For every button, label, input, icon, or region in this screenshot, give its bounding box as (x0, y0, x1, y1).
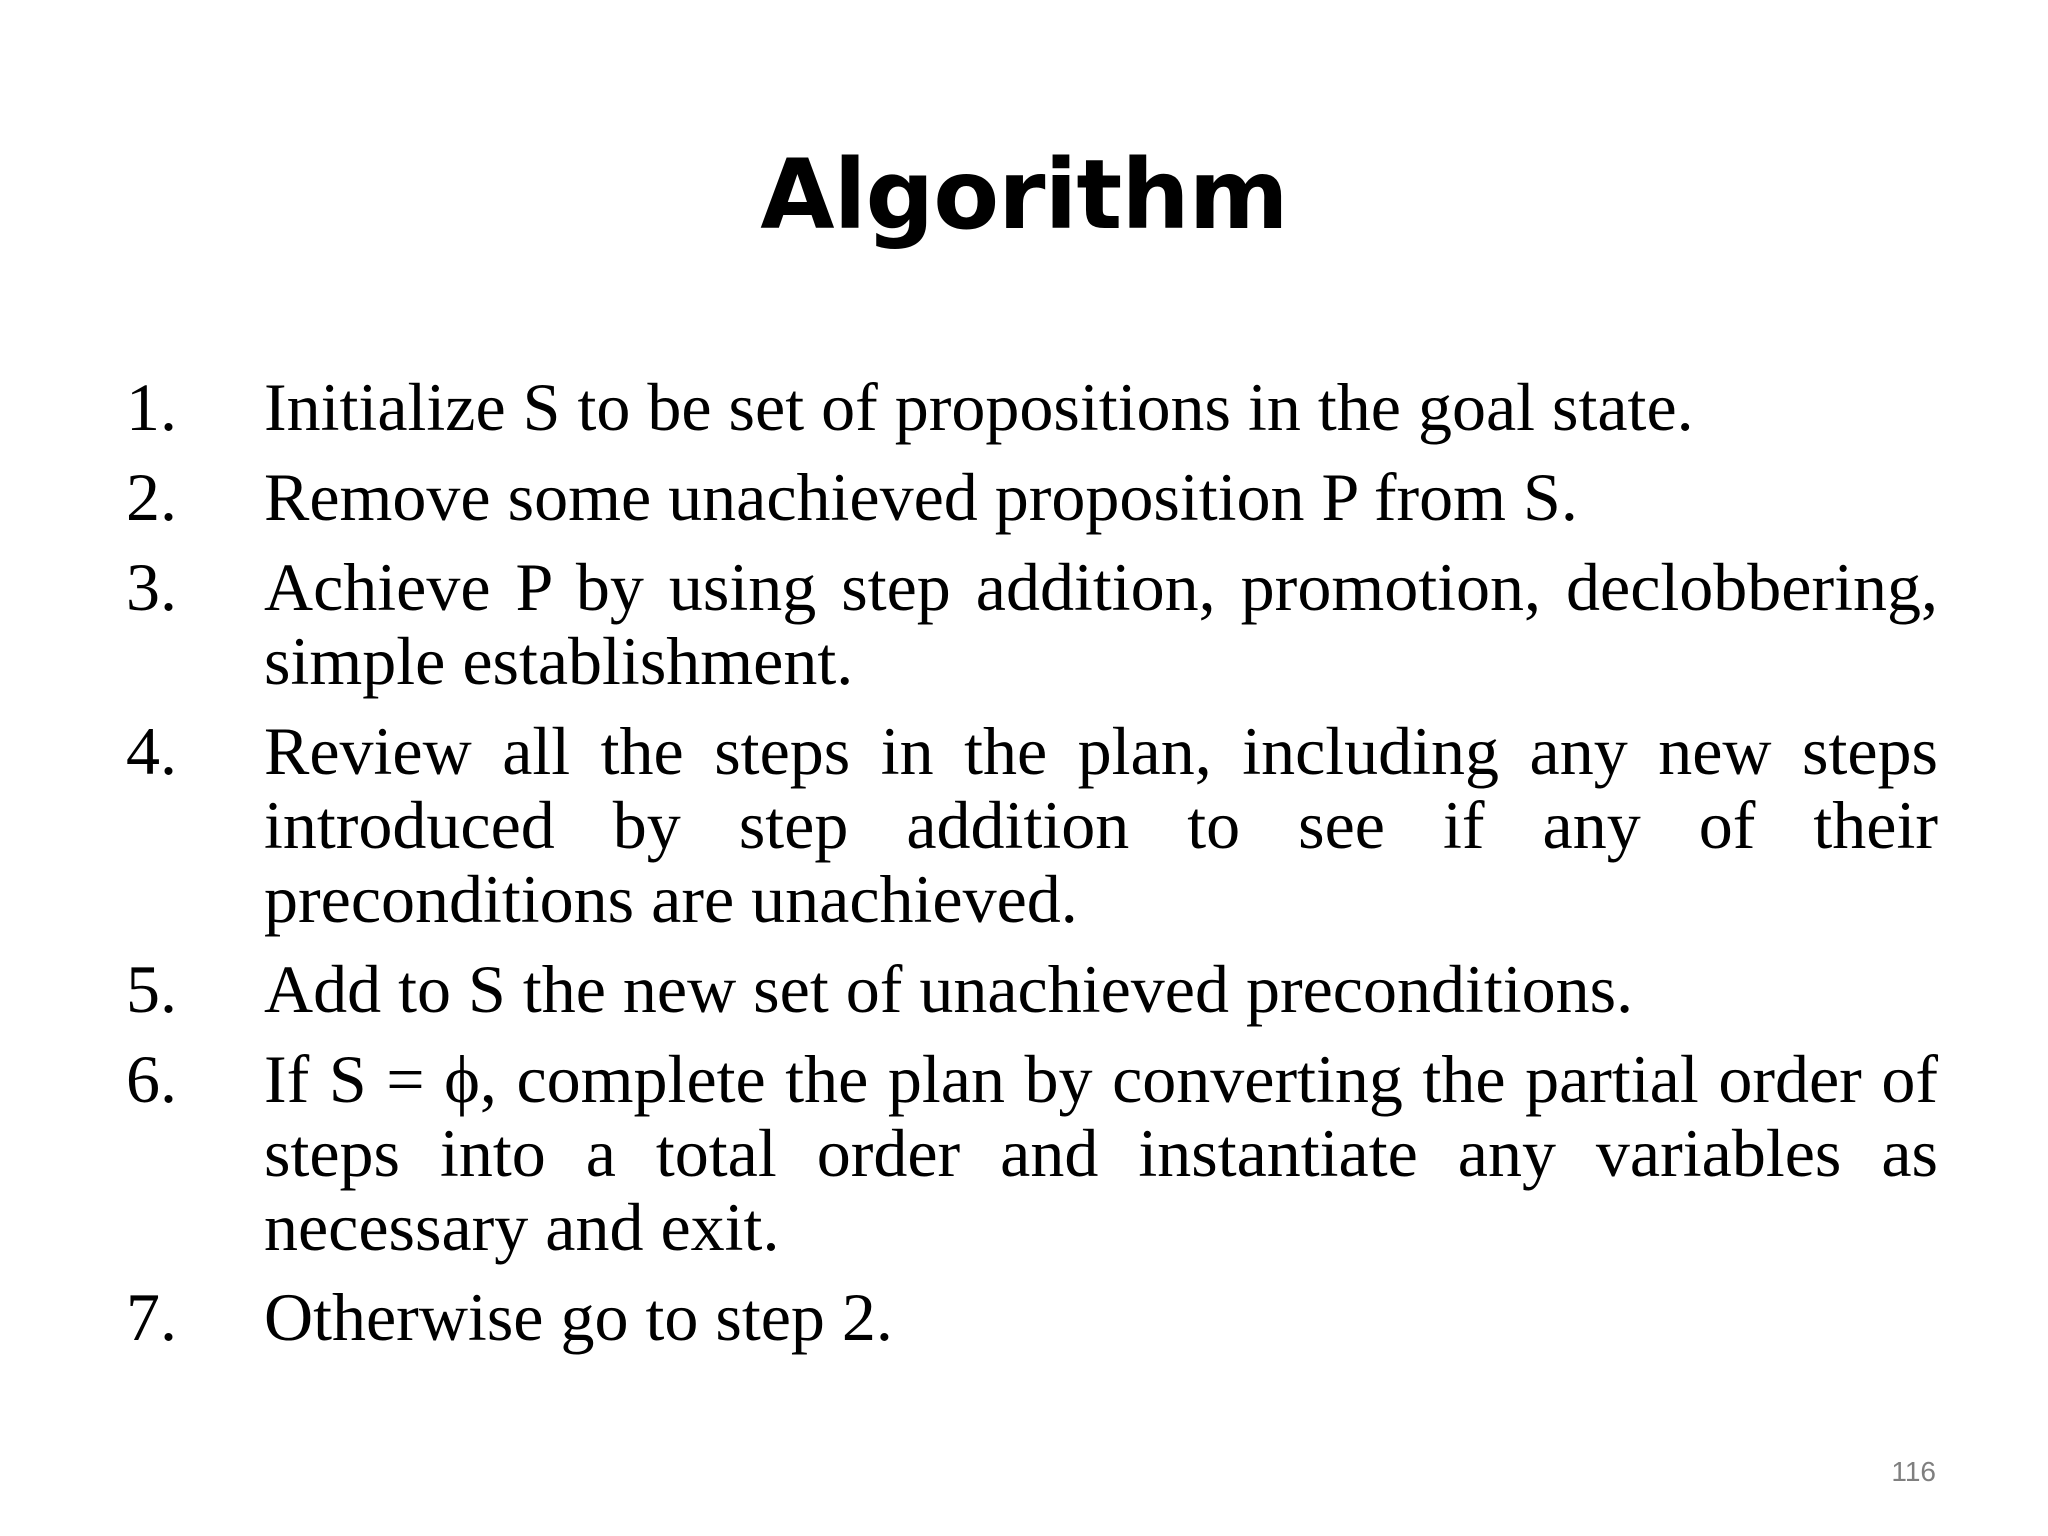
step-number: 3. (126, 549, 177, 625)
step-number: 4. (126, 713, 177, 789)
list-item-step-6 (126, 1042, 1938, 1264)
list-item-step-4 (126, 714, 1938, 936)
slide-title: Algorithm (760, 139, 1288, 251)
list-item-step-5 (126, 952, 1938, 1026)
step-number: 6. (126, 1041, 177, 1117)
step-text: Review all the steps in the plan, including any new steps introduced by step addition to see if any of their preconditions are unachieved. (264, 713, 1938, 937)
list-item-step-7 (126, 1280, 1938, 1354)
step-text: Initialize S to be set of propositions in the goal state. (264, 369, 1694, 445)
step-number: 5. (126, 951, 177, 1027)
list-item-step-1 (126, 370, 1938, 444)
step-text: Achieve P by using step addition, promotion, declobbering, simple establishment. (264, 549, 1938, 699)
step-text: Remove some unachieved proposition P from S. (264, 459, 1578, 535)
step-text: Otherwise go to step 2. (264, 1279, 893, 1355)
list-item-step-2 (126, 460, 1938, 534)
step-text: Add to S the new set of unachieved preconditions. (264, 951, 1634, 1027)
step-number: 7. (126, 1279, 177, 1355)
step-number: 1. (126, 369, 177, 445)
step-text: If S = ϕ, complete the plan by converting the partial order of steps into a total order and instantiate any variables as necessary and exit. (264, 1041, 1938, 1265)
step-number: 2. (126, 459, 177, 535)
page-number: 116 (1891, 1456, 1936, 1487)
algorithm-steps-list (126, 370, 1938, 1370)
list-item-step-3 (126, 550, 1938, 698)
